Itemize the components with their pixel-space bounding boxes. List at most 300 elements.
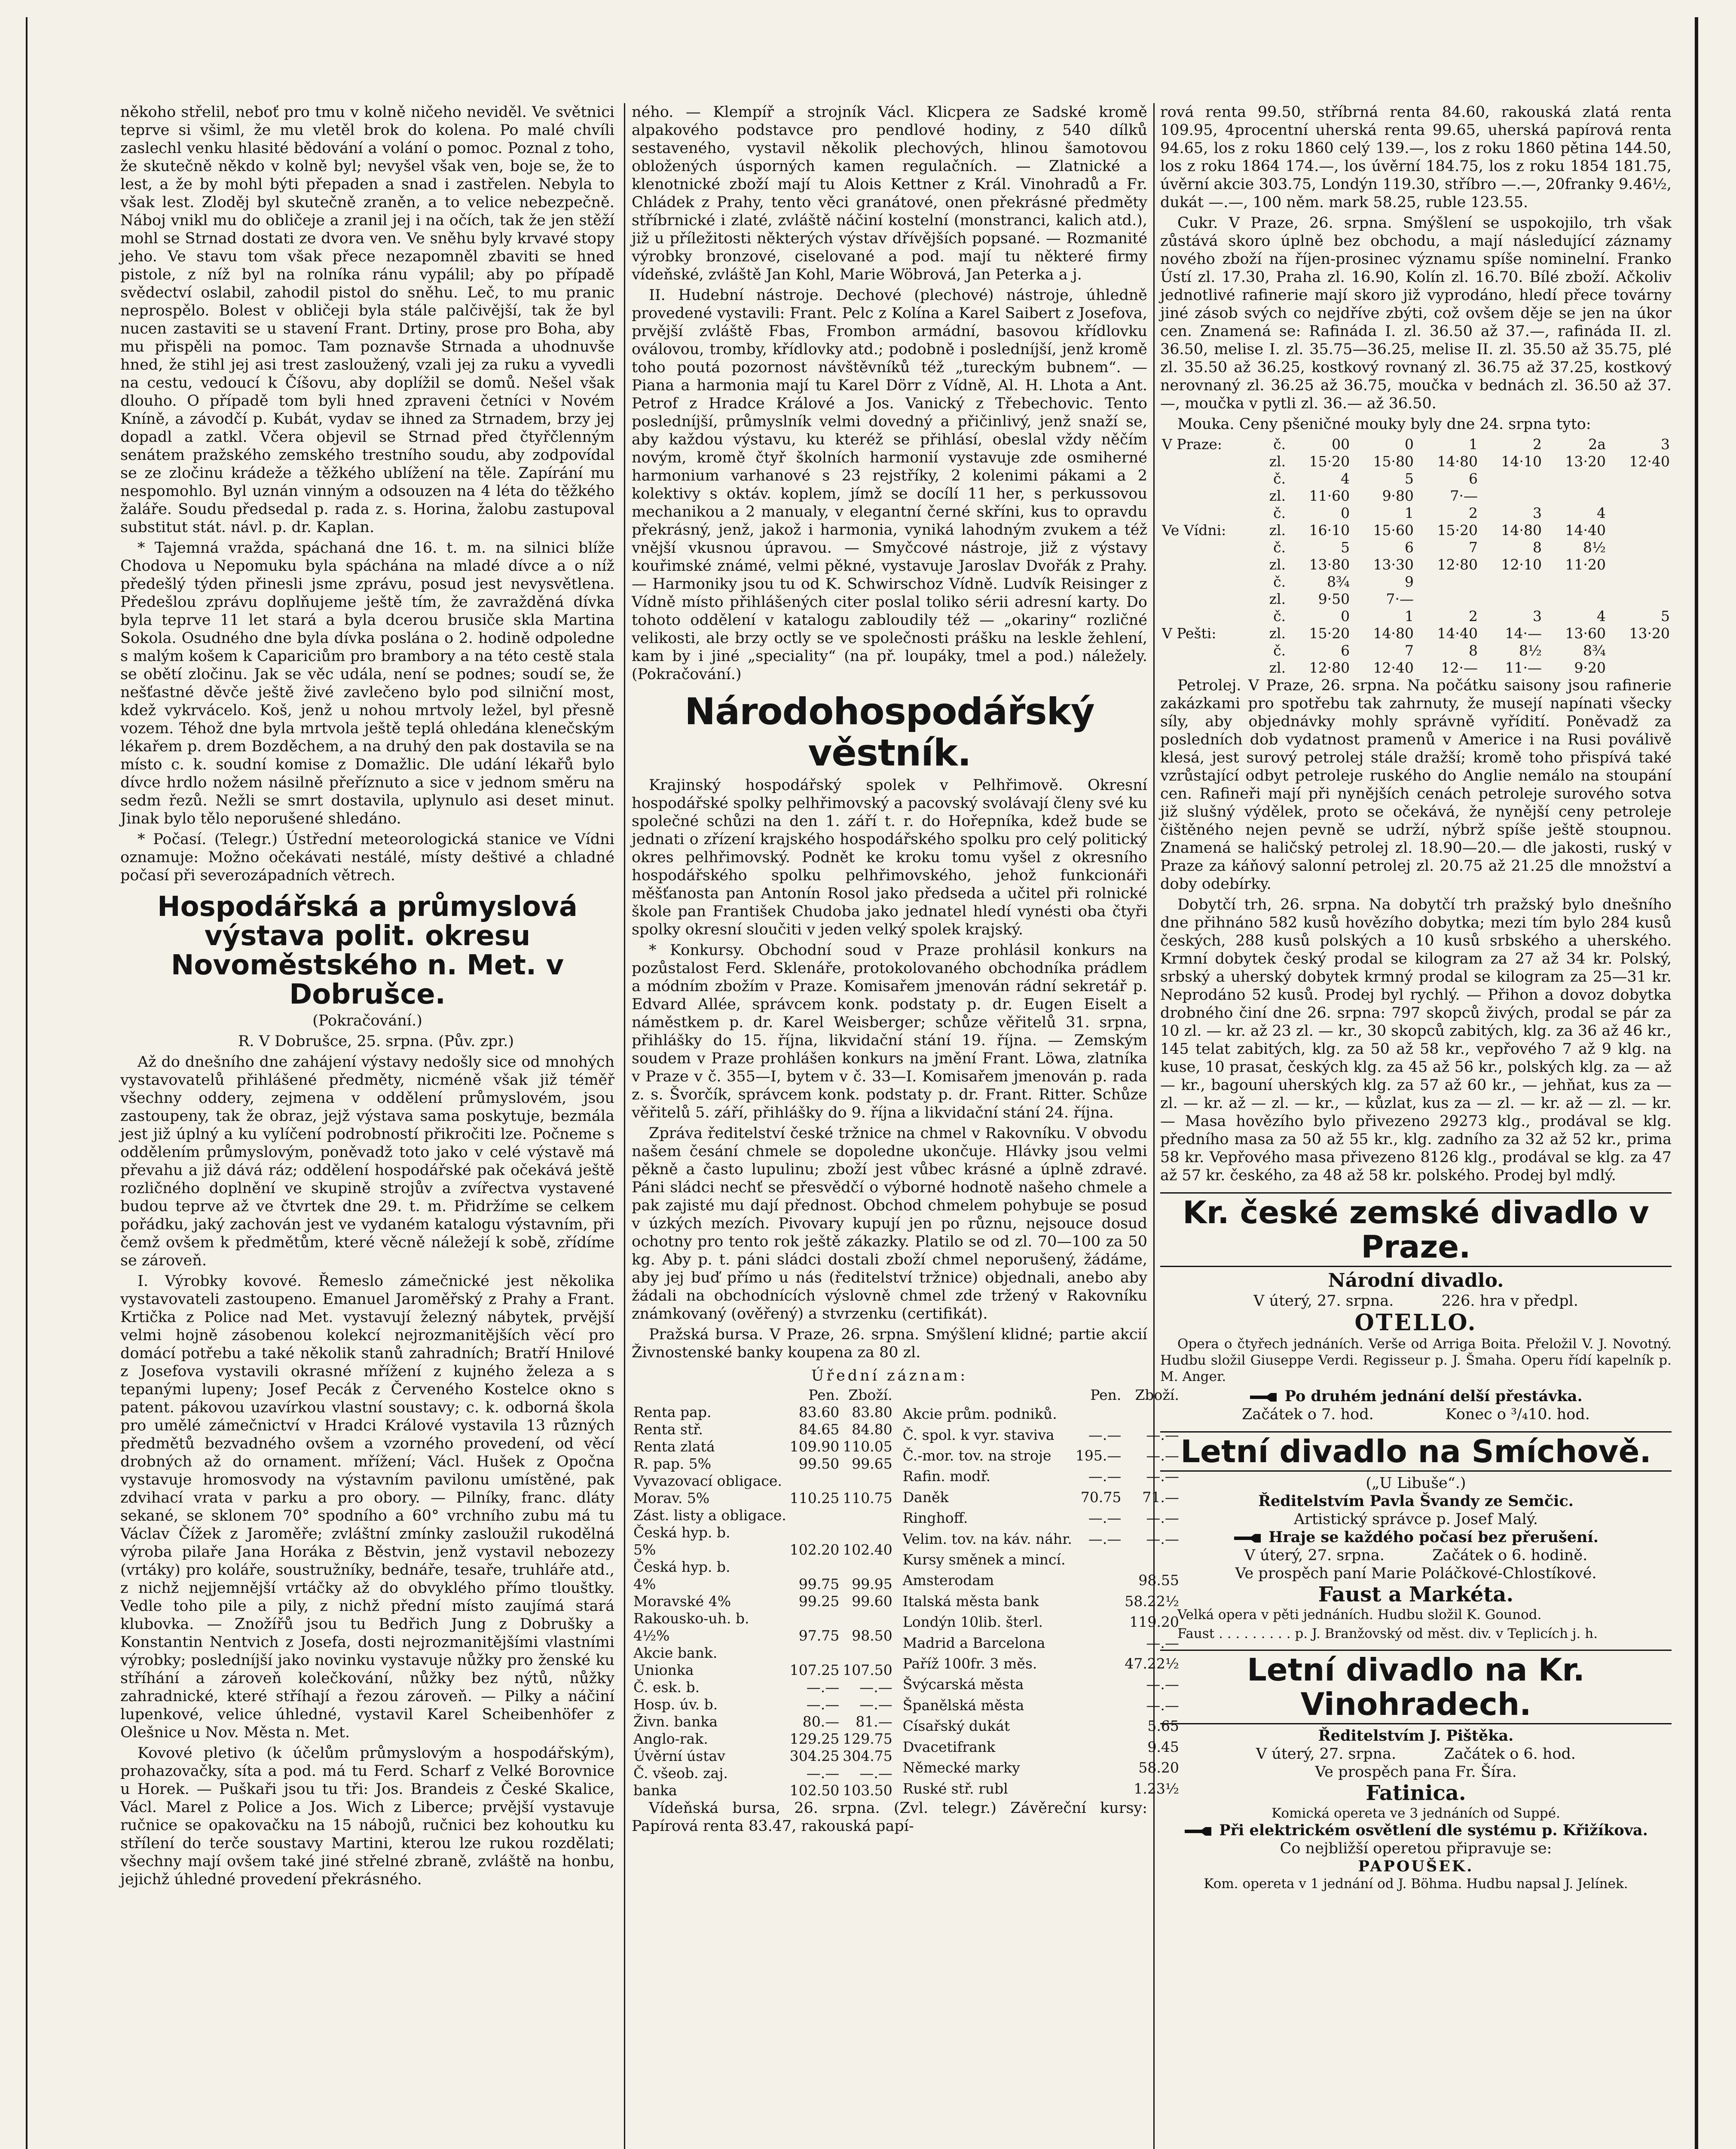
table-cell: Č. spol. k vyr. staviva <box>902 1426 1054 1443</box>
official-quotes <box>632 1387 1179 1799</box>
table-cell: Vyvazovací obligace. <box>633 1472 782 1489</box>
table-cell <box>841 1472 894 1490</box>
table-row <box>901 1778 1181 1799</box>
table-cell: zl. <box>1269 659 1286 676</box>
table-cell: —.— <box>1146 1634 1179 1651</box>
table-cell: 6 <box>1341 642 1350 659</box>
table-cell: —.— <box>806 1765 840 1782</box>
article-text: Zpráva ředitelství české tržnice na chmel v Rakovníku. V obvodu našem česání chmele se dopoledne ukončuje. Hlávky jsou velmi pěkně a často lupulinu; zboží jest vůbec krásné a úplně zdravé. Páni sládci nechť se přesvědčí o výborné hodnotě našeho chmele a pak zajisté mu dají přednost. Obchod chmelem pohybuje se posud v úzkých mezích. Pivovary kupují jen po různu, nejsouce dosud ochotny pro tento rok ještě zákazky. Platilo se od zl. 70—100 za 50 kg. Aby p. t. páni sládci dostali zboží chmel neporušený, žádáme, aby jej buď přímo u nás (ředitelství tržnice) objednali, anebo aby žádali na obchodnících výslovně chmel zde tržený v Rakovníku známkovaný (ověřený) a stvrzenku (certifikát). <box>632 1125 1147 1322</box>
table-cell: 11·— <box>1505 659 1542 676</box>
table-row <box>1160 539 1672 556</box>
intermission-note <box>1160 1387 1672 1405</box>
table-cell: 14·40 <box>1437 625 1478 642</box>
table-cell <box>1608 539 1672 556</box>
table-cell: zl. <box>1269 453 1286 470</box>
table-cell: Amsterodam <box>902 1572 994 1589</box>
table-cell <box>1160 505 1259 522</box>
article-text: Kovové pletivo (k účelům průmyslovým a hospodářským), prohazovačky, síta a pod. má tu Ferd. Scharf z Velké Borovnice u Horek. — Puškaři jsou tu tři: Jos. Brandeis z České Skalice, Václ. Marel z Police a Jos. Wich z Liberce; prvější vystavuje ručnice se opakovačku na 15 nábojů, ručnici bez kohoutku ku střílení do terče soustavy Martini, kterou lze rukou rozdělati; všechny mají ovšem také jiné střelné zbraně, zvláště na honbu, jejichž úhledné provedení překrásného. <box>120 1745 614 1888</box>
table-cell: 80.— <box>802 1713 840 1730</box>
table-cell: 81.— <box>856 1713 892 1730</box>
table-cell: 304.25 <box>789 1748 840 1764</box>
theatre-date: V úterý, 27. srpna. Začátek o 6. hod. <box>1256 1745 1576 1763</box>
table-cell: 13·20 <box>1565 453 1606 470</box>
table-cell <box>1608 522 1672 539</box>
table-cell: 5% <box>633 1541 656 1558</box>
table-cell: 8¾ <box>1583 642 1606 659</box>
table-cell <box>1074 1674 1123 1695</box>
article-text: Krajinský hospodářský spolek v Pelhřimově. Okresní hospodářské spolky pelhřimovský a pacovský svolávají členy své ku společné schůzi na den 1. září t. r. do Hořepníka, kdež bude se jednati o zřízení krajského hospodářského spolku pro celý politický okres pelhřimovský. Podnět ke kroku tomu vyšel z okresního hospodářského spolku pelhřimovského, jehož funkcionáři měšťanosta pan Antonín Rosol jako předseda a učitel při rolnické škole pan František Chudoba jako jednatel hledí vynésti oba čtyři spolky okresní sloučiti v jeden velký spolek krajský. <box>632 777 1147 938</box>
table-cell <box>1543 470 1608 487</box>
table-cell <box>1074 1612 1123 1632</box>
table-cell: Unionka <box>633 1662 694 1678</box>
table-cell: 98.50 <box>852 1627 892 1644</box>
table-cell: 1 <box>1405 505 1414 521</box>
table-cell: Velim. tov. na káv. náhr. <box>902 1530 1072 1547</box>
col-header: Pen. <box>808 1387 840 1403</box>
table-cell <box>1608 505 1672 522</box>
table-cell <box>1160 659 1259 677</box>
table-cell: 9·50 <box>1318 591 1350 607</box>
table-cell <box>1479 573 1543 591</box>
table-cell: 12·80 <box>1437 556 1478 573</box>
table-row <box>901 1737 1181 1757</box>
table-row <box>1160 625 1672 642</box>
table-cell <box>1160 556 1259 573</box>
table-row <box>632 1558 894 1576</box>
table-cell: 4 <box>1341 470 1350 487</box>
table-cell: 47.22½ <box>1125 1655 1179 1672</box>
article-petroleum: Petrolej. V Praze, 26. srpna. Na počátku saisony jsou rafinerie zakázkami pro spotřebu tak zahrnuty, že musejí napínati všecky síly, aby objednávky mohly správně vyřídití. Poněvadž za posledních dob vydatnost pramenů v Americe i na Rusi poválivě klesá, jest surový petrolej stále dražší; kromě toho přispívá také vzrůstající odbyt petroleje ruského do Anglie nemálo na stoupání cen. Rafineři mají při nynějších cenách petroleje surového sotva již slušný výdělek, proto se očekává, že nynější ceny petroleje čištěného nejen pevně se udrží, nýbrž spíše ještě stoupnou. Znamená se haličský petrolej zl. 18.90—20.— dle jakosti, ruský v Praze za káňový salonní petrolej zl. 20.75 až 21.25 dle množství a doby odebírky. <box>1160 677 1672 893</box>
column-middle <box>632 103 1179 2149</box>
table-cell <box>1160 487 1259 505</box>
table-cell <box>1074 1737 1123 1757</box>
table-cell: Č. všeob. zaj. <box>633 1765 728 1782</box>
continuation-note: (Pokračování.) <box>312 1012 422 1029</box>
table-cell: č. <box>1273 470 1286 487</box>
theatre-manager: Artistický správce p. Josef Malý. <box>1293 1511 1538 1528</box>
table-row <box>901 1466 1181 1487</box>
table-cell: Madrid a Barcelona <box>902 1634 1045 1651</box>
table-cell: 14·80 <box>1501 522 1542 539</box>
table-cell: 119.20 <box>1129 1613 1179 1631</box>
table-cell: 8¾ <box>1327 573 1350 590</box>
table-cell <box>1074 1632 1123 1653</box>
theatre-sub: („U Libuše“.) <box>1366 1475 1466 1492</box>
table-row <box>901 1591 1181 1612</box>
table-cell: —.— <box>1088 1530 1122 1547</box>
table-cell <box>1543 591 1608 608</box>
table-row <box>901 1528 1181 1549</box>
table-cell: 129.75 <box>843 1730 892 1747</box>
table-cell: Kursy směnek a mincí. <box>902 1551 1066 1568</box>
table-row <box>901 1716 1181 1736</box>
table-cell <box>841 1610 894 1627</box>
note-text: Při elektrickém osvětlení dle systému p. Křižíkova. <box>1219 1821 1648 1839</box>
table-cell <box>1074 1653 1123 1674</box>
table-cell: Císařský dukát <box>902 1717 1010 1735</box>
table-cell: 12·40 <box>1629 453 1670 470</box>
table-cell: —.— <box>1088 1468 1122 1485</box>
table-row <box>901 1424 1181 1445</box>
table-row <box>632 1782 894 1799</box>
table-cell <box>1074 1404 1123 1424</box>
col-header: Zboží. <box>1135 1387 1179 1403</box>
theatre-director: Ředitelstvím Pavla Švandy ze Semčic. <box>1258 1492 1574 1510</box>
weather-note <box>1160 1528 1672 1546</box>
cast-line: Faust . . . . . . . . . p. J. Branžovský od měst. div. v Teplicích j. h. <box>1177 1626 1598 1641</box>
table-cell: V Pešti: <box>1162 625 1216 642</box>
table-cell: Anglo-rak. <box>633 1730 708 1747</box>
table-cell: 5 <box>1341 539 1350 556</box>
table-cell: č. <box>1273 608 1286 624</box>
table-cell: 2 <box>1532 436 1542 453</box>
table-row <box>632 1593 894 1610</box>
table-cell: č. <box>1273 642 1286 659</box>
play-title: Faust a Markéta. <box>1318 1583 1514 1607</box>
table-cell: 107.25 <box>789 1662 840 1678</box>
table-cell <box>788 1507 841 1524</box>
table-row <box>632 1576 894 1593</box>
table-cell: 12·10 <box>1501 556 1542 573</box>
col-header: Pen. <box>1090 1387 1122 1403</box>
table-cell: 5 <box>1405 470 1414 487</box>
column-rule <box>1153 103 1155 2149</box>
table-cell <box>1479 470 1543 487</box>
table-cell: 71.— <box>1142 1488 1179 1506</box>
table-cell: —.— <box>1088 1426 1122 1443</box>
table-cell: zl. <box>1269 556 1286 573</box>
table-cell: 102.50 <box>789 1782 840 1799</box>
article-text: * Konkursy. Obchodní soud v Praze prohlásil konkurs na pozůstalost Ferd. Sklenáře, protokolovaného obchodníka prádlem a módním zbožím v Praze. Komisařem jmenován rádní sekretář p. Edvard Allée, správcem konk. podstaty p. dr. Eugen Eiselt a náměstkem p. dr. Karel Weisberger; schůze věřitelů 31. srpna, přihlášky do 15. října, likvidační stání 19. října. — Zemským soudem v Praze prohlášen konkurs na jmění Frant. Löwa, zlatníka v Praze v č. 355—I, bytem v č. 33—I. Komisařem jmenován p. rada z. s. Švorčík, správcem konk. podstaty p. dr. Frant. Ritter. Schůze věřitelů 5. září, přihlášky do 9. října a likvidační stání 24. října. <box>632 942 1147 1121</box>
table-cell: 1 <box>1469 436 1478 453</box>
table-cell: 4½% <box>633 1627 670 1644</box>
table-row <box>632 1696 894 1713</box>
theatre-director: Ředitelstvím J. Pištěka. <box>1318 1727 1514 1745</box>
table-cell <box>841 1644 894 1662</box>
dateline: R. V Dobrušce, 25. srpna. (Pův. zpr.) <box>238 1033 514 1050</box>
table-cell: 13·60 <box>1565 625 1606 642</box>
theatre-sub: Národní divadlo. <box>1328 1270 1504 1292</box>
theatre-heading: Letní divadlo na Smíchově. <box>1160 1431 1672 1472</box>
table-row <box>632 1662 894 1679</box>
table-cell: 109.90 <box>789 1438 840 1455</box>
table-cell: 7 <box>1405 642 1414 659</box>
table-cell: 98.55 <box>1138 1572 1179 1589</box>
table-row <box>632 1541 894 1558</box>
table-cell: 97.75 <box>798 1627 840 1644</box>
table-cell: 8½ <box>1583 539 1606 556</box>
table-row <box>632 1713 894 1730</box>
table-cell <box>1479 591 1543 608</box>
benefit-note: Ve prospěch pana Fr. Šíra. <box>1315 1763 1517 1781</box>
table-cell: 102.40 <box>843 1541 892 1558</box>
table-cell <box>1608 556 1672 573</box>
article-text: Vídeňská bursa, 26. srpna. (Zvl. telegr.) Závěreční kursy: Papírová renta 83.47, rakouská papí- <box>632 1800 1147 1835</box>
table-cell <box>1074 1591 1123 1612</box>
table-row <box>632 1524 894 1541</box>
table-cell: 110.25 <box>789 1490 840 1506</box>
article-cattle: Dobytčí trh, 26. srpna. Na dobytčí trh pražský bylo dnešního dne přihnáno 582 kusů hovězího dobytka; mezi tím bylo 284 kusů českých, 288 kusů polských a 10 kusů srbského a uherského. Krmní dobytek český prodal se kilogram za 27 až 34 kr. Polský, srbský a uherský dobytek krmný prodal se kilogram za 25—31 kr. Neprodáno 52 kusů. Prodej byl rychlý. — Přihon a dovoz dobytka drobného činí dne 26. srpna: 797 skopců živých, prodal se pár za 10 zl. — kr. až 23 zl. — kr., 30 skopců zabitých, klg. za 36 až 46 kr., 145 telat zabitých, klg. za 50 až 58 kr., vepřového 7 až 9 klg. na kuse, 10 prasat, českých klg. za 45 až 56 kr., polských klg. za — až — kr., bagouní uherských klg. za 57 až 60 kr., — jehňat, kus za — zl. — kr. až — zl. — kr., — kůzlat, kus za — zl. — kr. až — zl. — kr. — Masa hovězího bylo přivezeno 29273 klg., prodával se klg. předního masa za 50 až 55 kr., klg. zadního za 32 až 52 kr., prima 58 kr. Vepřového masa přivezeno 8126 klg., prodával se klg. za 47 až 57 kr. českého, za 48 až 58 kr. polského. Prodej byl mdlý. <box>1160 896 1672 1184</box>
pointing-hand-icon <box>1233 1532 1263 1544</box>
table-row <box>901 1508 1181 1528</box>
table-cell: —.— <box>859 1696 892 1713</box>
quotes-table-right <box>901 1387 1181 1799</box>
table-cell: 11·60 <box>1309 487 1350 504</box>
table-row <box>901 1695 1181 1716</box>
table-cell <box>1160 470 1259 487</box>
table-cell: 0 <box>1341 505 1350 521</box>
table-cell <box>841 1507 894 1524</box>
table-cell: Londýn 10lib. šterl. <box>902 1613 1043 1631</box>
table-cell: 12·— <box>1441 659 1478 676</box>
pointing-hand-icon <box>1249 1391 1279 1403</box>
table-cell: 7·— <box>1450 487 1478 504</box>
table-row <box>1160 608 1672 625</box>
table-cell: 3 <box>1532 608 1542 624</box>
table-cell <box>1074 1757 1123 1778</box>
table-row <box>632 1610 894 1627</box>
table-row <box>632 1404 894 1421</box>
table-row <box>901 1612 1181 1632</box>
table-row <box>632 1730 894 1748</box>
table-cell <box>1415 591 1479 608</box>
table-row <box>1160 659 1672 677</box>
table-cell: 103.50 <box>843 1782 892 1799</box>
table-cell: 83.60 <box>798 1404 840 1420</box>
table-cell: Zást. listy a obligace. <box>633 1507 786 1524</box>
table-cell: —.— <box>806 1696 840 1713</box>
table-cell: Italská města bank <box>902 1592 1039 1610</box>
note-text: Po druhém jednání delší přestávka. <box>1284 1387 1583 1405</box>
table-cell: 99.25 <box>798 1593 840 1610</box>
theatre-date: V úterý, 27. srpna. Začátek o 6. hodině. <box>1244 1547 1588 1564</box>
table-cell: Rakousko-uh. b. <box>633 1610 749 1627</box>
official-table-title: Úřední záznam: <box>811 1367 968 1384</box>
table-cell: 6 <box>1405 539 1414 556</box>
table-row <box>1160 573 1672 591</box>
table-cell: 4% <box>633 1576 656 1592</box>
table-row <box>901 1445 1181 1466</box>
table-cell: 14·40 <box>1565 522 1606 539</box>
table-row <box>1160 453 1672 470</box>
article-text: Až do dnešního dne zahájení výstavy nedošly sice od mnohých vystavovatelů přihlášené předměty, nicméně však již téměř všechny oddery, zejmena v oddělení průmyslovém, jsou zastoupeny, tak že obraz, jejž výstava sama poskytuje, bezmála jest již úplný a ku vylíčení podrobností přikročiti lze. Počneme s oddělením průmyslovým, poněvadž toto jako v celé výstavě má převahu a již dává ráz; oddělení hospodářské pak očekává ještě rozličného doplnění ve skupině strojův a zvířectva vystavené budou teprve až ve čtvrtek dne 29. t. m. Přidržíme se celkem pořádku, jaký zachován jest ve vydaném katalogu výstavním, při čemž ovšem k předmětům, které věcně náležejí k sobě, zřídíme se zároveň. <box>120 1053 614 1269</box>
play-description: Velká opera v pěti jednáních. Hudbu složil K. Gounod. <box>1177 1607 1542 1622</box>
article-sugar: Cukr. V Praze, 26. srpna. Smýšlení se uspokojilo, trh však zůstává skoro úplně bez obchodu, a mají následující záznamy nového zboží na říjen-prosinec významu spíše nominelní. Franko Ústí zl. 17.30, Praha zl. 16.90, Kolín zl. 16.70. Bílé zboží. Ačkoliv jednotlivé rafinerie mají skoro již vyprodáno, hledí přece továrny jiné zásob svých co nejdříve zbýti, což ovšem děje se jen na úkor cen. Znamená se: Rafináda I. zl. 36.50 až 37.—, rafináda II. zl. 36.50, melise I. zl. 35.75—36.25, melise II. zl. 35.50 až 35.75, plé zl. 35.50 až 36.25, kostkový rovnaný zl. 36.75 až 37.25, kostkový nerovnaný zl. 36.25 až 36.75, moučka v bednách zl. 36.50 až 37.—, moučka v pytli zl. 36.— až 36.50. <box>1160 214 1672 412</box>
table-cell: 2 <box>1469 505 1478 521</box>
table-cell: Renta stř. <box>633 1421 703 1438</box>
table-cell <box>788 1610 841 1627</box>
table-cell: 6 <box>1469 470 1478 487</box>
table-row <box>1160 556 1672 573</box>
article-text: ného. — Klempíř a strojník Václ. Klicpera ze Sadské kromě alpakového podstavce pro pendlové hodiny, z 540 dílků sestaveného, vystavil několik plechových, hlinou šamotovou obložených úsporných kamen regulačních. — Zlatnické a klenotnické zboží mají tu Alois Kettner z Král. Vinohradů a Fr. Chládek z Prahy, tento věci granátové, onen překrásné předměty stříbrnické i zlaté, zvláště náčiní kostelní (monstranci, kalich atd.), již u příležitosti některých výstav dřívějších popsané. — Rozmanité výrobky bronzové, ciselované a pod. mají tu některé firmy vídeňské, zvláště Jan Kohl, Marie Wöbrová, Jan Peterka a j. <box>632 104 1147 283</box>
table-cell: 4 <box>1596 608 1606 624</box>
table-cell: 2 <box>1469 608 1478 624</box>
table-cell: 70.75 <box>1080 1488 1122 1506</box>
table-cell: 195.— <box>1075 1447 1122 1464</box>
table-row <box>1160 436 1672 453</box>
table-cell <box>1415 573 1479 591</box>
table-cell: č. <box>1273 505 1286 521</box>
table-cell: Akcie bank. <box>633 1644 718 1661</box>
table-cell: Dvacetifrank <box>902 1738 996 1755</box>
table-cell: 5.65 <box>1147 1717 1179 1735</box>
flour-table <box>1160 436 1672 677</box>
table-cell: Akcie prům. podniků. <box>902 1405 1057 1423</box>
table-cell: Renta zlatá <box>633 1438 715 1455</box>
table-cell: V Praze: <box>1162 436 1223 453</box>
column-left <box>120 103 614 2149</box>
table-cell <box>841 1524 894 1541</box>
table-cell: 3 <box>1661 436 1670 453</box>
table-cell: 4 <box>1596 505 1606 521</box>
table-cell: 83.80 <box>852 1404 892 1420</box>
table-cell: zl. <box>1269 522 1286 539</box>
table-cell: —.— <box>806 1679 840 1696</box>
pointing-hand-icon <box>1184 1825 1214 1837</box>
table-cell: Č.-mor. tov. na stroje <box>902 1447 1051 1464</box>
table-row <box>632 1472 894 1490</box>
table-cell <box>1074 1695 1123 1716</box>
table-cell: 14·— <box>1505 625 1542 642</box>
table-cell <box>1608 573 1672 591</box>
table-cell: Ringhoff. <box>902 1509 968 1527</box>
theatre-date: V úterý, 27. srpna. 226. hra v předpl. <box>1253 1292 1578 1310</box>
column-rule <box>624 103 625 2149</box>
column-right <box>1160 103 1672 2149</box>
article-text: I. Výrobky kovové. Řemeslo zámečnické jest několika vystavovateli zastoupeno. Emanuel Jaroměřský z Prahy a Frant. Krtička z Police nad Met. vystavují železný nábytek, prvější velmi hojně zásobenou kolekcí nejrozmanitějších věcí pro domácí potřebu a také několik stanů zahradních; Bratří Hnilové z Josefova vystavili okrasné mřížení z kujného železa a s tepanými lupeny; Josef Pecák z Červeného Kostelce okno s patent. pákovou uzavírkou vlastní soustavy; c. k. odborná škola pro umělé zámečnictví v Hradci Králové vystavila 13 různých předmětů bezvadného ovšem a vzorného provedení, od věcí drobných až do ornament. mřížení; Václ. Hušek z Opočna vystavuje hromosvody na výstavním pavilonu umístěné, pak zdvihací vrata v parku a pro obory. — Pilníky, franc. dláty sekané, se sklonem 70° spodního a 60° vrchního zubu má tu Václav Čížek z Jaroměře; zvláštní zmínky zasloužil rukodělná výroba pilaře Jana Horáka z Běstvin, jenž vystavil nebozezy (vrtáky) pro koláře, soustružníky, bednáře, tesaře, truhláře atd., z nichž nejjemnější vrtáčky až do obvyklého přímo tlouštky. Vedle toho pile a pily, z nichž přední místo zaujímá stará klubovka. — Znožířů jsou tu Bedřich Jung z Dobrušky a Konstantin Nentvich z Josefa, dosti nejrozmanitějšími vlastními výrobky; posledníjší jako novinku vystavuje nůžky pro ženské ku stříhání a zároveň kolečkování, nůžky bez nýtů, nůžky zahradnické, které stříhají a řezou zároveň. — Pilky a náčiní lupenkové, velice úhledné, vystavil Karel Scheibenhöfer z Olešnice u Nov. Města n. Met. <box>120 1273 614 1741</box>
table-cell: 7 <box>1469 539 1478 556</box>
table-cell: —.— <box>1146 1530 1179 1547</box>
table-cell <box>1608 659 1672 677</box>
table-row <box>1160 505 1672 522</box>
table-row <box>632 1748 894 1765</box>
table-row <box>632 1421 894 1438</box>
table-cell: 9·80 <box>1382 487 1414 504</box>
table-cell: 2a <box>1588 436 1606 453</box>
table-row <box>632 1490 894 1507</box>
table-cell: 13·30 <box>1373 556 1414 573</box>
table-row <box>901 1674 1181 1695</box>
table-cell: —.— <box>859 1679 892 1696</box>
table-cell: Morav. 5% <box>633 1490 710 1506</box>
table-cell: 5 <box>1661 608 1670 624</box>
quotes-table-left <box>632 1387 894 1799</box>
upcoming-description: Kom. opereta v 1 jednání od J. Böhma. Hudbu napsal J. Jelínek. <box>1204 1876 1628 1892</box>
table-cell: 15·20 <box>1309 625 1350 642</box>
table-cell: R. pap. 5% <box>633 1455 712 1472</box>
table-cell: 12·80 <box>1309 659 1350 676</box>
table-cell <box>1608 591 1672 608</box>
table-cell <box>788 1644 841 1662</box>
table-cell: —.— <box>1146 1696 1179 1714</box>
table-cell: —.— <box>1146 1447 1179 1464</box>
table-cell: —.— <box>1146 1468 1179 1485</box>
table-row <box>901 1549 1181 1570</box>
table-row <box>1160 642 1672 659</box>
table-cell: Č. esk. b. <box>633 1679 700 1696</box>
table-cell: 58.22½ <box>1125 1592 1179 1610</box>
table-cell: 99.60 <box>852 1593 892 1610</box>
table-row <box>901 1653 1181 1674</box>
table-cell: 9.45 <box>1147 1738 1179 1755</box>
theatre-time: Začátek o 7. hod. Konec o ³/₄10. hod. <box>1242 1406 1590 1423</box>
table-cell: Česká hyp. b. <box>633 1524 730 1541</box>
table-cell: banka <box>633 1782 677 1799</box>
table-cell: Paříž 100fr. 3 měs. <box>902 1655 1037 1672</box>
table-cell: 99.95 <box>852 1576 892 1592</box>
table-cell <box>1479 487 1543 505</box>
play-title: Fatinica. <box>1366 1781 1466 1805</box>
article-text: Pražská bursa. V Praze, 26. srpna. Smýšlení klidné; partie akcií Živnostenské banky koupena za 80 zl. <box>632 1326 1147 1361</box>
table-cell: —.— <box>1088 1509 1122 1527</box>
benefit-note: Ve prospěch paní Marie Poláčkové-Chlostíkové. <box>1235 1565 1597 1582</box>
table-cell: 14·80 <box>1373 625 1414 642</box>
table-cell <box>1543 573 1608 591</box>
article-text: někoho střelil, neboť pro tmu v kolně ničeho neviděl. Ve světnici teprve si všiml, že mu vletěl brok do kolena. Po malé chvíli zaslechl venku hlasité bědování a volání o pomoc. Poznal z toho, že skutečně někdo v kolně byl; nevyšel však ven, boje se, že to lest, a že by mohl býti přepaden a snad i zastřelen. Nebyla to však lest. Zloděj byl skutečně zraněn, a to velice nebezpečně. Náboj vnikl mu do obličeje a zranil jej i na očích, tak že jen stěží mohl se Strnad dostati ze dvora ven. Ve sněhu byly krvavé stopy jeho. Ve stavu tom však přece nezapomněl zbaviti se hned pistole, z níž byl na rolníka ránu vypálil; aby po případě svědectví oslabil, zahodil pistol do sněhu. Leč, to mu pranic neprospělo. Bolest v obličeji byla stále palčivější, tak že byl nucen zastaviti se u stavení Frant. Drtiny, prose pro Boha, aby mu přispěli na pomoc. Tam poznavše Strnada a uhodnuvše hned, že stihl jej asi trest zasloužený, vzali jej za ruku a vyvedli na cestu, vedoucí k Číšovu, aby doplížil se domů. Nešel však dlouho. O případě tom byli hned zpraveni četníci v Novém Kníně, a závodčí p. Kubát, vydav se ihned za Strnadem, brzy jej dopadl a zatkl. Včera objevil se Strnad před čtyřčlenným senátem pražského zemského trestního soudu, aby zodpovídal se ze zločinu krádeže a těžkého ublížení na těle. Zapírání mu nespomohlo. Byl uznán vinným a odsouzen na 4 léta do těžkého žaláře. Soudu předsedal p. rada z. s. Horina, žalobu zastupoval substitut stát. návl. p. dr. Kaplan. <box>120 104 614 536</box>
upcoming-note: Co nejbližší operetou připravuje se: <box>1280 1840 1552 1857</box>
table-cell: 0 <box>1405 436 1414 453</box>
table-cell: Španělská města <box>902 1696 1024 1714</box>
table-cell <box>1160 539 1259 556</box>
note-text: Hraje se každého počasí bez přerušení. <box>1268 1528 1598 1546</box>
table-cell: 84.80 <box>852 1421 892 1438</box>
table-cell <box>841 1558 894 1576</box>
table-cell: 14·80 <box>1437 453 1478 470</box>
table-cell <box>1608 470 1672 487</box>
table-row <box>1160 522 1672 539</box>
table-cell: 15·20 <box>1437 522 1478 539</box>
table-cell: Švýcarská města <box>902 1676 1024 1693</box>
table-cell <box>788 1524 841 1541</box>
table-cell: č. <box>1273 573 1286 590</box>
table-cell <box>1160 608 1259 625</box>
table-cell: č. <box>1273 436 1286 453</box>
table-cell: 15·60 <box>1373 522 1414 539</box>
table-cell: 16·10 <box>1309 522 1350 539</box>
table-cell: Německé marky <box>902 1759 1020 1776</box>
table-cell <box>1074 1570 1123 1591</box>
table-cell: —.— <box>1146 1509 1179 1527</box>
table-cell <box>1543 487 1608 505</box>
table-cell: 1 <box>1405 608 1414 624</box>
table-cell: 15·80 <box>1373 453 1414 470</box>
table-row <box>632 1765 894 1782</box>
table-row <box>901 1757 1181 1778</box>
table-cell <box>788 1472 841 1490</box>
article-weather: * Počasí. (Telegr.) Ústřední meteorologická stanice ve Vídni oznamuje: Možno očekávati nestálé, místy deštivé a chladné počasí při severozápadních větrech. <box>120 831 614 884</box>
table-cell: 99.65 <box>852 1455 892 1472</box>
table-cell: 84.65 <box>798 1421 840 1438</box>
play-description: Komická opereta ve 3 jednáních od Suppé. <box>1271 1806 1560 1821</box>
table-cell: Živn. banka <box>633 1713 718 1730</box>
table-cell: 99.75 <box>798 1576 840 1592</box>
table-cell: 110.05 <box>843 1438 892 1455</box>
table-row <box>632 1455 894 1472</box>
table-cell <box>1074 1778 1123 1799</box>
play-title: OTELLO. <box>1354 1310 1477 1336</box>
table-cell: Česká hyp. b. <box>633 1558 730 1575</box>
table-cell: 0 <box>1341 608 1350 624</box>
table-cell: č. <box>1273 539 1286 556</box>
table-row <box>901 1570 1181 1591</box>
table-cell: Moravské 4% <box>633 1593 731 1610</box>
table-row <box>632 1627 894 1644</box>
table-cell: 3 <box>1532 505 1542 521</box>
table-cell: zl. <box>1269 625 1286 642</box>
table-row <box>901 1487 1181 1508</box>
table-cell: —.— <box>1146 1676 1179 1693</box>
table-cell: Ruské stř. rubl <box>902 1780 1008 1797</box>
